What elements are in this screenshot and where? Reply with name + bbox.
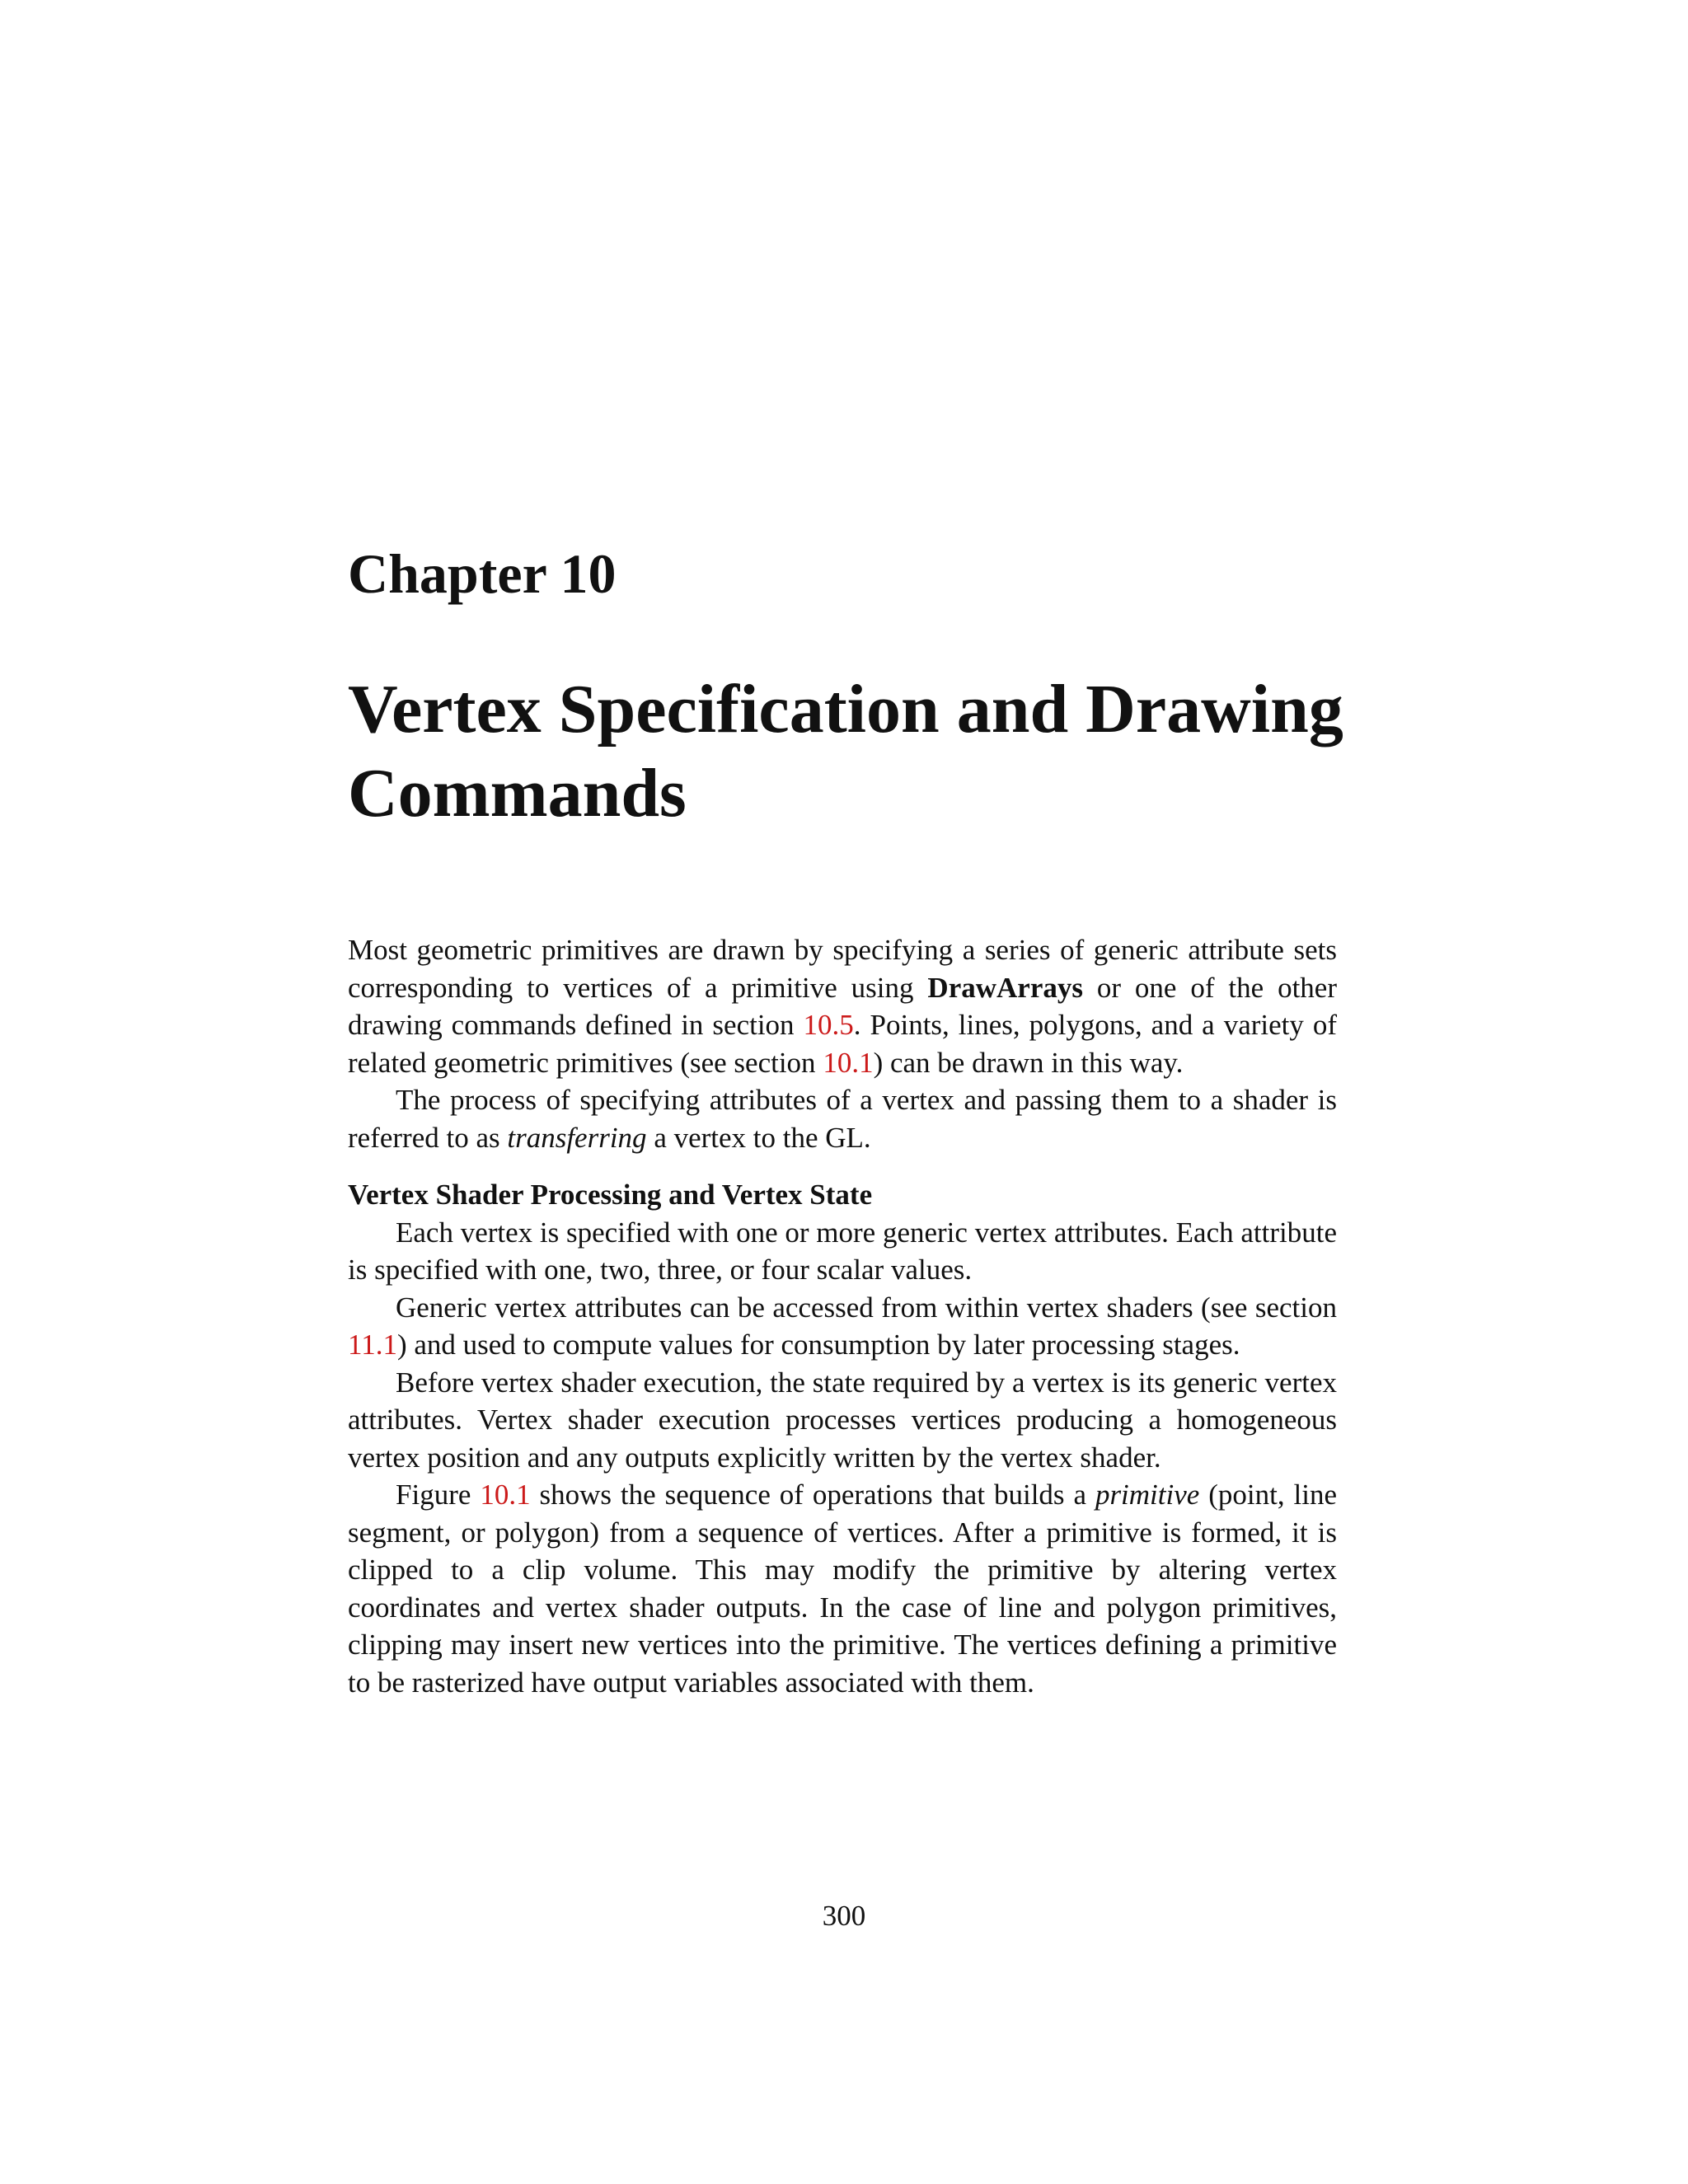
figure-link-10-1[interactable]: 10.1: [480, 1479, 531, 1511]
drawarrays-command: DrawArrays: [927, 971, 1083, 1004]
primitive-term: primitive: [1095, 1479, 1200, 1511]
generic-attributes-paragraph: Generic vertex attributes can be accessed from within vertex shaders (see section 11.1) and used to compute values for consumption by later processing stages.: [348, 1291, 1337, 1361]
transferring-paragraph: The process of specifying attributes of a vertex and passing them to a shader is referred to as transferring a vertex to the GL.: [348, 1084, 1337, 1154]
section-link-10-5[interactable]: 10.5: [803, 1009, 854, 1041]
intro-paragraph: Most geometric primitives are drawn by specifying a series of generic attribute sets corresponding to vertices of a primitive using DrawArrays or one of the other drawing commands defined in section 10.5. Points, lines, polygons, and a variety of related geometric primitives (see section 10.1) can be drawn in this way.: [348, 934, 1337, 1079]
transferring-term: transferring: [507, 1121, 647, 1154]
primitive-paragraph: Figure 10.1 shows the sequence of operations that builds a primitive (point, line segment, or polygon) from a sequence of vertices. After a primitive is formed, it is clipped to a clip volume. This may modify the primitive by altering vertex coordinates and vertex shader outputs. In the case of line and polygon primitives, clipping may insert new vertices into the primitive. The vertices defining a primitive to be rasterized have output variables associated with them.: [348, 1479, 1337, 1699]
section-link-10-1[interactable]: 10.1: [823, 1046, 874, 1079]
section-link-11-1[interactable]: 11.1: [348, 1329, 397, 1361]
attributes-paragraph: Each vertex is specified with one or more generic vertex attributes. Each attribute is specified with one, two, three, or four scalar values.: [348, 1216, 1337, 1286]
vertex-state-paragraph: Before vertex shader execution, the state required by a vertex is its generic vertex attributes. Vertex shader execution processes vertices producing a homogeneous vertex position and any outputs explicitly written by the vertex shader.: [348, 1366, 1337, 1474]
page-number: 300: [822, 1900, 866, 1932]
chapter-label: Chapter 10: [348, 542, 617, 605]
section-heading: Vertex Shader Processing and Vertex State: [348, 1179, 873, 1211]
chapter-title: Vertex Specification and Drawing Commands: [348, 671, 1343, 832]
body-text: [348, 931, 1337, 1701]
